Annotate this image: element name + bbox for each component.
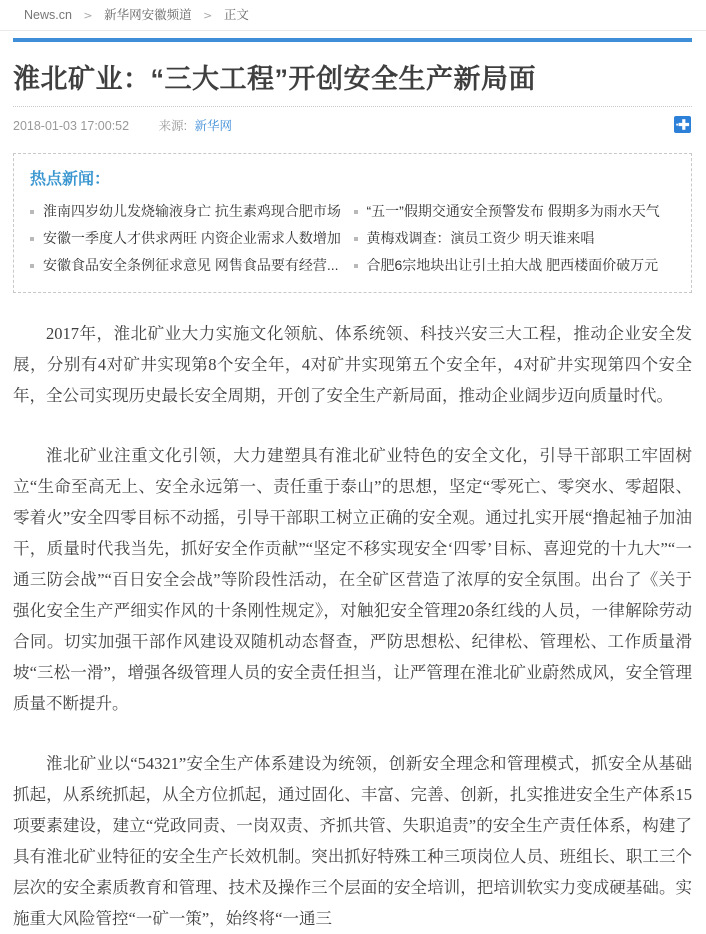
hot-news-link[interactable] — [354, 252, 678, 279]
article-paragraph: 淮北矿业以“54321”安全生产体系建设为统领，创新安全理念和管理模式，抓安全从基础抓起，从系统抓起，从全方位抓起，通过固化、丰富、完善、创新，扎实推进安全生产体系15项要素建设，建立“党政同责、一岗双责、齐抓共管、失职追责”的安全生产责任体系，构建了具有淮北矿业特征的安全生产长效机制。突出抓好特殊工种三项岗位人员、班组长、职工三个层次的安全素质教育和管理、技术及操作三个层面的安全培训，把培训软实力变成硬基础。实施重大风险管控“一矿一策”，始终将“一通三 — [13, 754, 692, 928]
publish-date: 2018-01-03 17:00:52 — [13, 119, 130, 133]
title-divider — [13, 106, 692, 107]
source-link[interactable]: 新华网 — [194, 119, 233, 133]
hot-news-link-label: 黄梅戏调查：演员工资少 明天谁来唱 — [366, 230, 595, 246]
bullet-square-icon — [354, 237, 358, 241]
hot-news-link-label: 淮南四岁幼儿发烧输液身亡 抗生素鸡现合肥市场 — [43, 203, 341, 219]
bullet-square-icon — [30, 264, 34, 268]
hot-news-grid — [30, 198, 677, 279]
breadcrumb — [0, 0, 706, 31]
hot-news-link-label: 安徽一季度人才供求两旺 内资企业需求人数增加 — [43, 230, 341, 246]
breadcrumb-separator-icon: > — [83, 9, 93, 22]
hot-news-link[interactable] — [354, 198, 678, 225]
hot-news-link-label: “五一”假期交通安全预警发布 假期多为雨水天气 — [366, 203, 660, 219]
bullet-square-icon — [354, 210, 358, 214]
content-column — [0, 38, 706, 934]
header-accent-rule — [13, 38, 692, 42]
hot-news-box — [13, 153, 692, 293]
article-body — [13, 318, 692, 934]
breadcrumb-separator-icon: > — [203, 9, 213, 22]
hot-news-right-column — [354, 198, 678, 279]
breadcrumb-channel-link[interactable]: 新华网安徽频道 — [104, 8, 192, 22]
bullet-square-icon — [30, 237, 34, 241]
article-paragraph: 2017年，淮北矿业大力实施文化领航、体系统领、科技兴安三大工程，推动企业安全发展，分别有4对矿井实现第8个安全年，4对矿井实现第五个安全年，4对矿井实现第四个安全年，全公司实现历史最长安全周期，开创了安全生产新局面，推动企业阔步迈向质量时代。 — [13, 324, 692, 405]
breadcrumb-home-link[interactable]: News.cn — [24, 8, 72, 22]
hot-news-link[interactable] — [30, 225, 354, 252]
hot-news-link-label: 合肥6宗地块出让引土拍大战 肥西楼面价破万元 — [366, 257, 659, 273]
article-paragraph: 淮北矿业注重文化引领，大力建塑具有淮北矿业特色的安全文化，引导干部职工牢固树立“生命至高无上、安全永远第一、责任重于泰山”的思想，坚定“零死亡、零突水、零超限、零着火”安全四零目标不动摇，引导干部职工树立正确的安全观。通过扎实开展“撸起袖子加油干，质量时代我当先，抓好安全作贡献”“坚定不移实现安全‘四零’目标、喜迎党的十九大”“一通三防会战”“百日安全会战”等阶段性活动，在全矿区营造了浓厚的安全氛围。出台了《关于强化安全生产严细实作风的十条刚性规定》，对触犯安全管理20条红线的人员，一律解除劳动合同。切实加强干部作风建设双随机动态督查，严防思想松、纪律松、管理松、工作质量滑坡“三松一滑”，增强各级管理人员的安全责任担当，让严管理在淮北矿业蔚然成风，安全管理质量不断提升。 — [13, 446, 692, 713]
bullet-square-icon — [354, 264, 358, 268]
article-title: 淮北矿业：“三大工程”开创安全生产新局面 — [13, 64, 536, 94]
hot-news-left-column — [30, 198, 354, 279]
hot-news-link[interactable] — [354, 225, 678, 252]
hot-news-title: 热点新闻： — [30, 171, 111, 188]
article-meta — [13, 116, 692, 138]
share-plus-icon[interactable] — [674, 116, 691, 133]
source-label: 来源: — [158, 119, 188, 133]
hot-news-link[interactable] — [30, 252, 354, 279]
bullet-square-icon — [30, 210, 34, 214]
breadcrumb-current-page: 正文 — [223, 8, 249, 22]
hot-news-link[interactable] — [30, 198, 354, 225]
hot-news-link-label: 安徽食品安全条例征求意见 网售食品要有经营... — [43, 257, 339, 273]
